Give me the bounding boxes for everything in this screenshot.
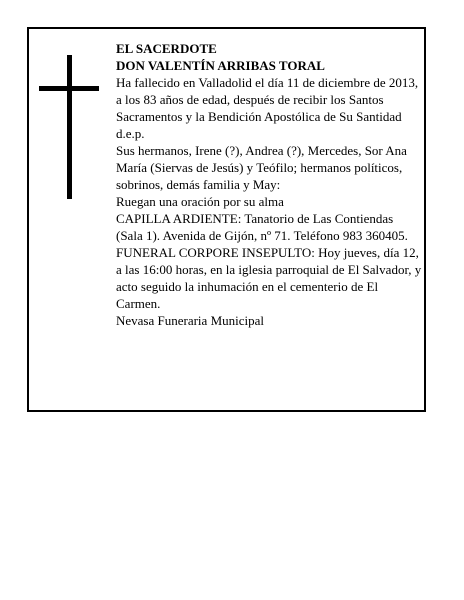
obituary-heading-name: DON VALENTÍN ARRIBAS TORAL: [116, 58, 325, 73]
cross-vertical-bar: [67, 55, 72, 199]
chapel-info: CAPILLA ARDIENTE: Tanatorio de Las Contiendas (Sala 1). Avenida de Gijón, nº 71. Teléfono 983 360405.: [116, 211, 408, 243]
obituary-text: [116, 40, 422, 329]
cross-icon: [39, 55, 99, 199]
cross-horizontal-bar: [39, 86, 99, 91]
prayer-request: Ruegan una oración por su alma: [116, 194, 284, 209]
obituary-notice: [27, 27, 426, 412]
family-list: Sus hermanos, Irene (?), Andrea (?), Mercedes, Sor Ana María (Siervas de Jesús) y Teófilo; hermanos políticos, sobrinos, demás familia y May:: [116, 143, 407, 192]
obituary-heading-title: EL SACERDOTE: [116, 41, 217, 56]
death-details: Ha fallecido en Valladolid el día 11 de diciembre de 2013, a los 83 años de edad, después de recibir los Santos Sacramentos y la Bendición Apostólica de Su Santidad: [116, 75, 419, 124]
rip-abbreviation: d.e.p.: [116, 126, 145, 141]
funeral-info: FUNERAL CORPORE INSEPULTO: Hoy jueves, día 12, a las 16:00 horas, en la iglesia parroquial de El Salvador, y acto seguido la inhumación en el cementerio de El Carmen.: [116, 245, 422, 311]
funeral-home: Nevasa Funeraria Municipal: [116, 313, 265, 328]
